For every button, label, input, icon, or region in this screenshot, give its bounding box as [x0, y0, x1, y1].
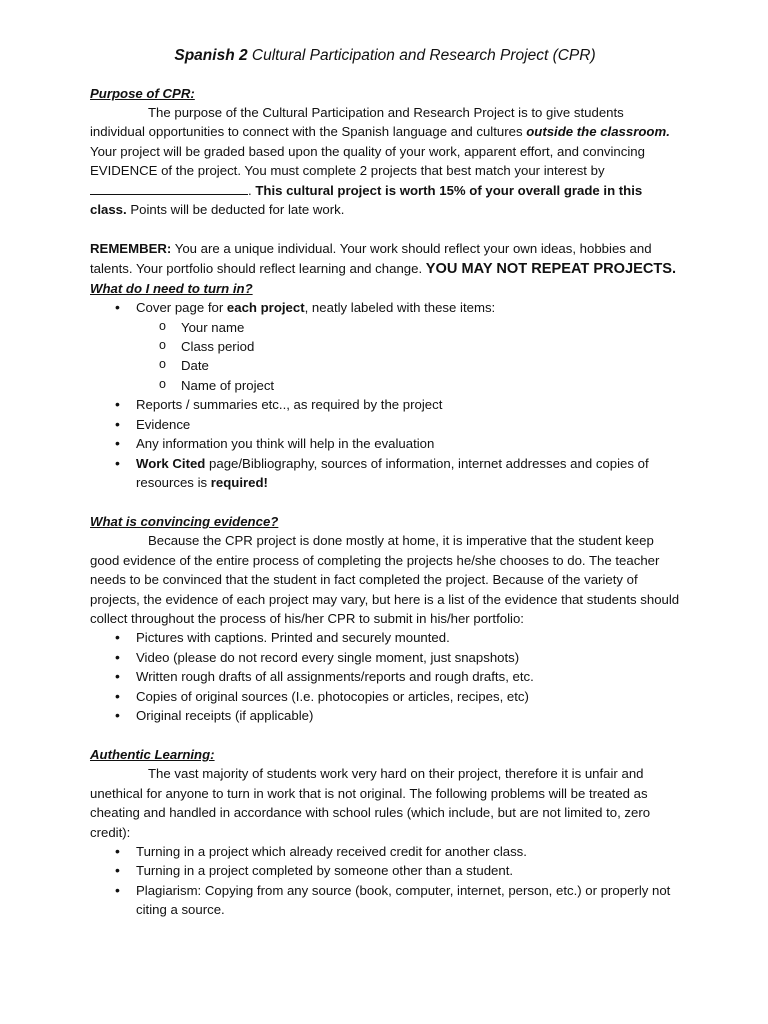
list-item: • Any information you think will help in the evaluation [90, 434, 680, 453]
list-item: o Your name [90, 318, 680, 337]
list-item: • Turning in a project completed by someone other than a student. [90, 861, 680, 880]
authentic-paragraph: The vast majority of students work very hard on their project, therefore it is unfair and unethical for anyone to turn in work that is not original. The following problems will be treated as cheating and handled in accordance with school rules (which include, but are not limited to, zero credit): [90, 766, 651, 840]
list-item: o Date [90, 356, 680, 375]
cover-items-list [90, 318, 680, 396]
evidence-paragraph: Because the CPR project is done mostly at home, it is imperative that the student keep good evidence of the entire process of completing the projects he/she chooses to do. The teacher needs to be convinced that the student in fact completed the project. Because of the variety of projects, the evidence of each project may vary, but here is a list of the evidence that students should collect throughout the process of his/her CPR to submit in his/her portfolio: [90, 533, 680, 626]
list-item [90, 298, 680, 395]
cover-bold: each project [226, 300, 305, 316]
due-date-blank [90, 182, 248, 195]
list-item: • Reports / summaries etc.., as required by the project [90, 395, 680, 414]
purpose-grade-weight: This cultural project is worth 15% of your overall grade in this class. [90, 182, 643, 218]
turn-in-heading: What do I need to turn in? [90, 281, 253, 297]
remember-paragraph [90, 239, 680, 279]
purpose-text-2: Your project will be graded based upon the quality of your work, apparent effort, and convincing EVIDENCE of the project. You must complete 2 projects that best match your interest by [90, 143, 645, 179]
turn-in-list [90, 298, 680, 492]
list-item: • Copies of original sources (I.e. photocopies or articles, recipes, etc) [90, 687, 680, 706]
page-title [90, 46, 680, 66]
no-repeat-warning: YOU MAY NOT REPEAT PROJECTS. [425, 260, 677, 277]
list-item: o Name of project [90, 376, 680, 395]
cover-text-pre: Cover page for [136, 300, 227, 316]
purpose-text-1: The purpose of the Cultural Participation and Research Project is to give students individual opportunities to connect with the Spanish language and cultures [90, 105, 624, 140]
list-item: • Original receipts (if applicable) [90, 706, 680, 725]
cover-text-post: , neatly labeled with these items: [304, 300, 496, 316]
list-item: • Evidence [90, 415, 680, 434]
remember-label: REMEMBER: [90, 241, 172, 257]
evidence-list [90, 628, 680, 725]
list-item: o Class period [90, 337, 680, 356]
purpose-emphasis: outside the classroom. [526, 124, 670, 140]
list-item [90, 454, 680, 493]
authentic-list [90, 842, 680, 920]
evidence-heading: What is convincing evidence? [90, 514, 279, 530]
purpose-text-3: . [248, 182, 256, 198]
work-cited-bold: Work Cited [136, 455, 206, 471]
work-cited-text: page/Bibliography, sources of information, internet addresses and copies of resources is [136, 455, 649, 490]
list-item: • Written rough drafts of all assignments/reports and rough drafts, etc. [90, 667, 680, 686]
list-item: • Plagiarism: Copying from any source (book, computer, internet, person, etc.) or properly not citing a source. [90, 881, 680, 920]
title-rest: Cultural Participation and Research Project (CPR) [247, 47, 596, 64]
list-item: • Video (please do not record every single moment, just snapshots) [90, 648, 680, 667]
remember-text: You are a unique individual. Your work should reflect your own ideas, hobbies and talents. Your portfolio should reflect learning and change. [90, 241, 652, 276]
authentic-heading: Authentic Learning: [90, 747, 215, 763]
title-bold: Spanish 2 [174, 47, 248, 64]
purpose-text-4: Points will be deducted for late work. [126, 202, 345, 218]
purpose-heading: Purpose of CPR: [90, 86, 195, 101]
list-item: • Turning in a project which already received credit for another class. [90, 842, 680, 861]
purpose-paragraph [90, 103, 680, 219]
required-bold: required! [210, 474, 268, 490]
list-item: • Pictures with captions. Printed and securely mounted. [90, 628, 680, 647]
